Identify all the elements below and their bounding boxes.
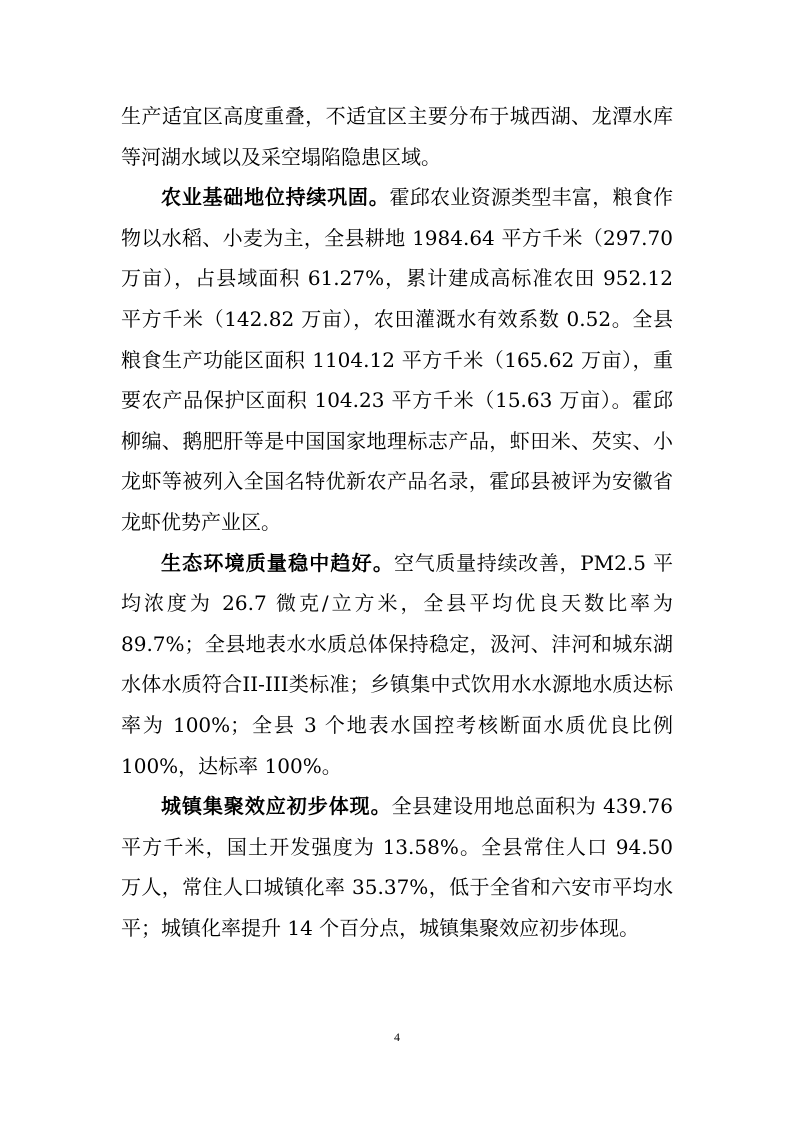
- paragraph-lead: 农业基础地位持续巩固。: [161, 185, 390, 210]
- paragraph-continuation: [121, 96, 673, 177]
- paragraph-urbanization: [121, 786, 673, 948]
- paragraph-lead: 生态环境质量稳中趋好。: [161, 550, 395, 575]
- page-number: 4: [394, 1030, 400, 1044]
- body-text: [121, 96, 673, 948]
- paragraph-body: 生产适宜区高度重叠，不适宜区主要分布于城西湖、龙潭水库等河湖水域以及采空塌陷隐患区域。: [121, 104, 673, 169]
- paragraph-body: 霍邱农业资源类型丰富，粮食作物以水稻、小麦为主，全县耕地 1984.64 平方千米（297.70 万亩），占县域面积 61.27%，累计建成高标准农田 952.12 平方千米（142.82 万亩），农田灌溉水有效系数 0.52。全县粮食生产功能区面积 1104.12 平方千米（165.62 万亩），重要农产品保护区面积 104.23 平方千米（15.63 万亩）。霍邱柳编、鹅肥肝等是中国国家地理标志产品，虾田米、芡实、小龙虾等被列入全国名特优新农产品名录，霍邱县被评为安徽省龙虾优势产业区。: [121, 185, 674, 534]
- paragraph-lead: 城镇集聚效应初步体现。: [161, 794, 392, 819]
- paragraph-body: 空气质量持续改善，PM2.5 平均浓度为 26.7 微克/立方米，全县平均优良天数比率为 89.7%；全县地表水水质总体保持稳定，汲河、沣河和城东湖水体水质符合II-III类标准；乡镇集中式饮用水水源地水质达标率为 100%；全县 3 个地表水国控考核断面水质优良比例 100%，达标率 100%。: [121, 550, 673, 778]
- paragraph-ecology: [121, 543, 673, 787]
- paragraph-body: 全县建设用地总面积为 439.76 平方千米，国土开发强度为 13.58%。全县常住人口 94.50 万人，常住人口城镇化率 35.37%，低于全省和六安市平均水平；城镇化率提升 14 个百分点，城镇集聚效应初步体现。: [121, 794, 673, 940]
- paragraph-agriculture: [121, 177, 673, 542]
